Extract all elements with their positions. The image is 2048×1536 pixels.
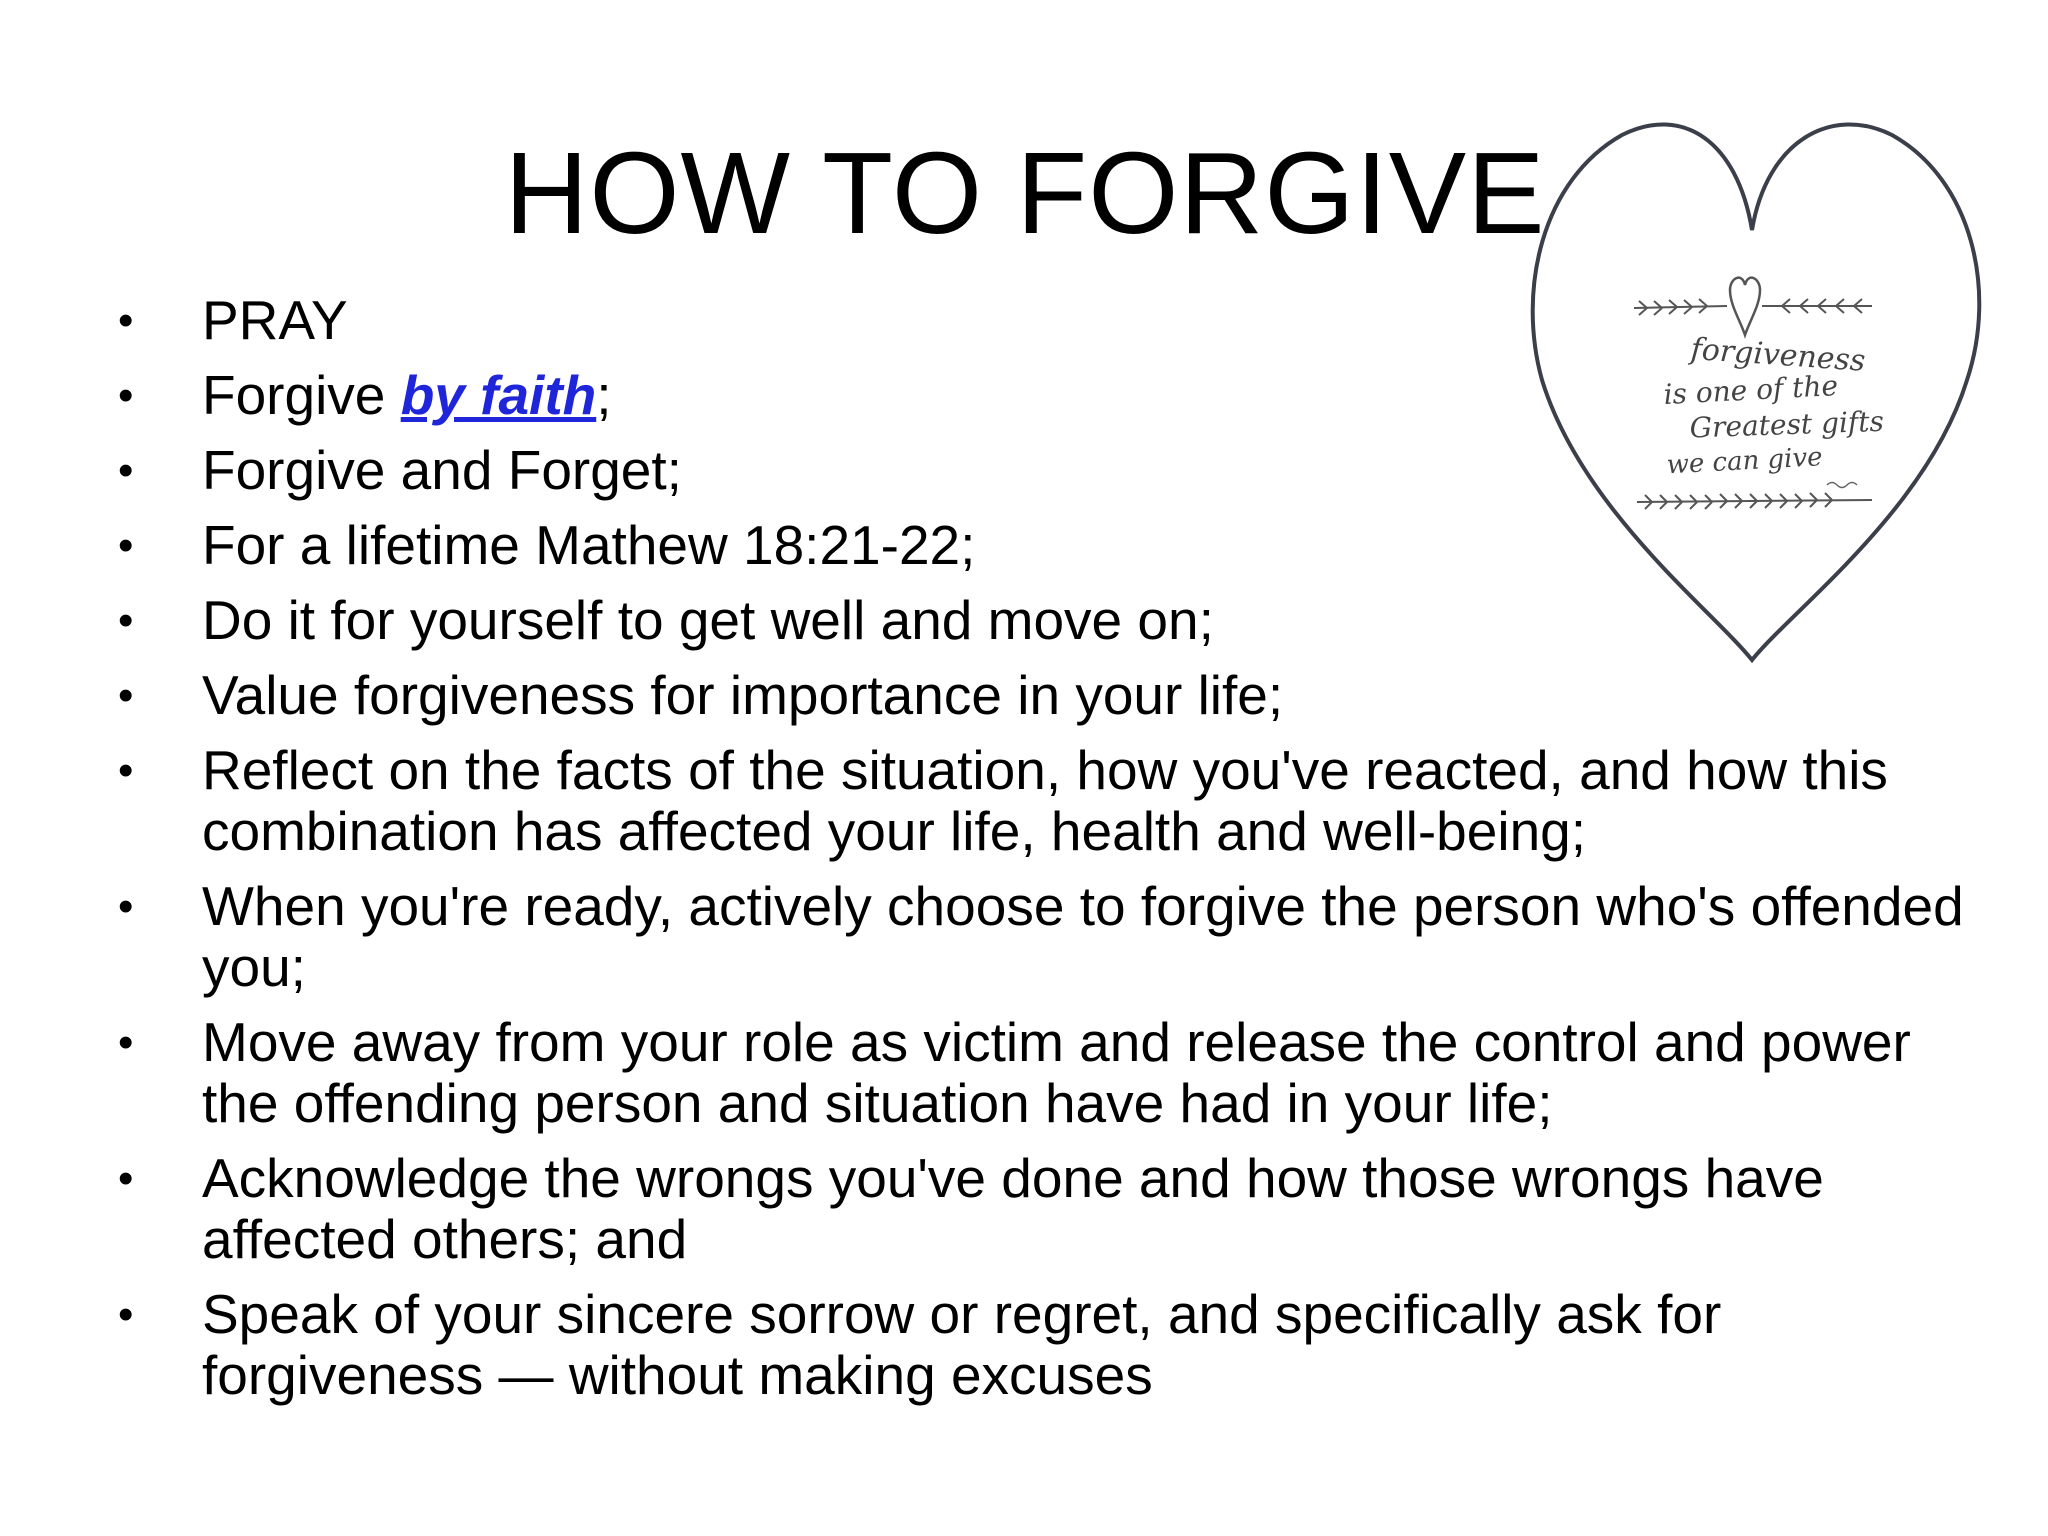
list-item [118,1012,1998,1134]
list-item [118,1148,1998,1270]
bullet-icon: • [118,521,134,570]
list-item-text: ; [596,364,612,426]
list-item [118,876,1998,998]
vine-bottom-icon [1637,493,1872,509]
list-item-text: Do it for yourself to get well and move on; [202,589,1214,651]
vine-left-icon [1634,299,1727,315]
list-item [118,740,1998,862]
heart-line-2: is one of the [1662,368,1839,412]
heart-line-1: forgiveness [1689,331,1867,379]
small-heart-icon [1730,278,1760,335]
list-item-text: Forgive [202,364,401,426]
bullet-icon: • [118,746,134,795]
list-item [118,665,1998,726]
bullet-icon: • [118,596,134,645]
signature-mark-icon [1827,483,1857,488]
bullet-icon: • [118,296,134,345]
vine-right-icon [1762,299,1872,313]
list-item-text: For a lifetime Mathew 18:21-22; [202,514,976,576]
bullet-icon: • [118,1154,134,1203]
list-item-text: PRAY [202,289,348,351]
list-item-text: Acknowledge the wrongs you've done and how those wrongs have affected others; and [202,1147,1824,1270]
slide-title: HOW TO FORGIVE [504,128,1546,258]
list-item-text: Forgive and Forget; [202,439,682,501]
bullet-icon: • [118,882,134,931]
bullet-icon: • [118,446,134,495]
bullet-icon: • [118,371,134,420]
bullet-icon: • [118,671,134,720]
heart-illustration [1512,120,1992,670]
heart-line-3: Greatest gifts [1689,404,1885,445]
list-item-text: When you're ready, actively choose to forgive the person who's offended you; [202,875,1964,998]
heart-line-4: we can give [1665,442,1824,481]
list-item-text: Speak of your sincere sorrow or regret, and specifically ask for forgiveness — without making excuses [202,1283,1722,1406]
bullet-icon: • [118,1290,134,1339]
list-item-text: Value forgiveness for importance in your life; [202,664,1284,726]
list-item-text: Move away from your role as victim and release the control and power the offending person and situation have had in your life; [202,1011,1911,1134]
bullet-icon: • [118,1018,134,1067]
by-faith-link[interactable]: by faith [400,364,597,426]
list-item-text: Reflect on the facts of the situation, how you've reacted, and how this combination has affected your life, health and well-being; [202,739,1888,862]
list-item [118,1284,1998,1406]
